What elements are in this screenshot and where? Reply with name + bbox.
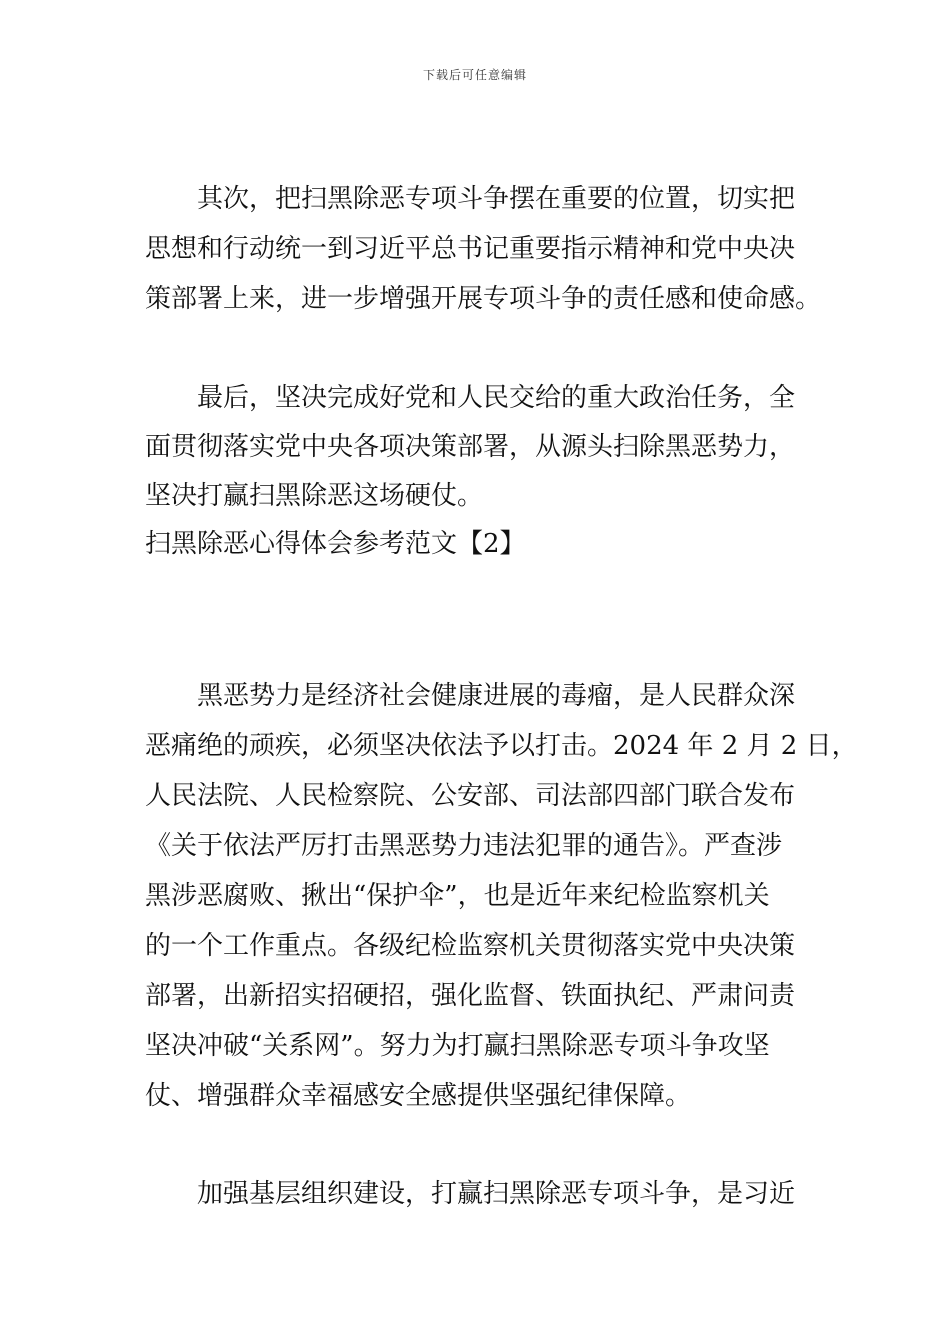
paragraph-3-line-1: 黑恶势力是经济社会健康进展的毒瘤，是人民群众深 [197,681,796,711]
paragraph-2-line-1: 最后，坚决完成好党和人民交给的重大政治任务，全 [197,383,796,413]
paragraph-4-line-1: 加强基层组织建设，打赢扫黑除恶专项斗争，是习近 [197,1179,796,1209]
paragraph-1-line-2: 思想和行动统一到习近平总书记重要指示精神和党中央决 [145,234,796,264]
paragraph-3-line-6: 的一个工作重点。各级纪检监察机关贯彻落实党中央决策 [145,931,796,961]
paragraph-1-line-1: 其次，把扫黑除恶专项斗争摆在重要的位置，切实把 [197,184,796,214]
paragraph-3-line-4: 《关于依法严厉打击黑恶势力违法犯罪的通告》。严查涉 [145,831,783,861]
paragraph-1-line-3: 策部署上来，进一步增强开展专项斗争的责任感和使命感。 [145,284,822,314]
page-header: 下载后可任意编辑 [422,68,527,82]
paragraph-2-line-3: 坚决打赢扫黑除恶这场硬仗。 [145,481,484,511]
paragraph-3-line-5: 黑涉恶腐败、揪出“保护伞”，也是近年来纪检监察机关 [145,881,770,911]
paragraph-3-line-3: 人民法院、人民检察院、公安部、司法部四部门联合发布 [145,781,796,811]
paragraph-3-line-2: 恶痛绝的顽疾，必须坚决依法予以打击。2024 年 2 月 2 日， [145,731,858,761]
section-heading: 扫黑除恶心得体会参考范文【2】 [145,529,526,559]
paragraph-2-line-2: 面贯彻落实党中央各项决策部署，从源头扫除黑恶势力， [145,432,796,462]
paragraph-3-line-7: 部署，出新招实招硬招，强化监督、铁面执纪、严肃问责 [145,981,796,1011]
paragraph-3-line-9: 仗、增强群众幸福感安全感提供坚强纪律保障。 [145,1081,692,1111]
paragraph-3-line-8: 坚决冲破“关系网”。努力为打赢扫黑除恶专项斗争攻坚 [145,1031,770,1061]
